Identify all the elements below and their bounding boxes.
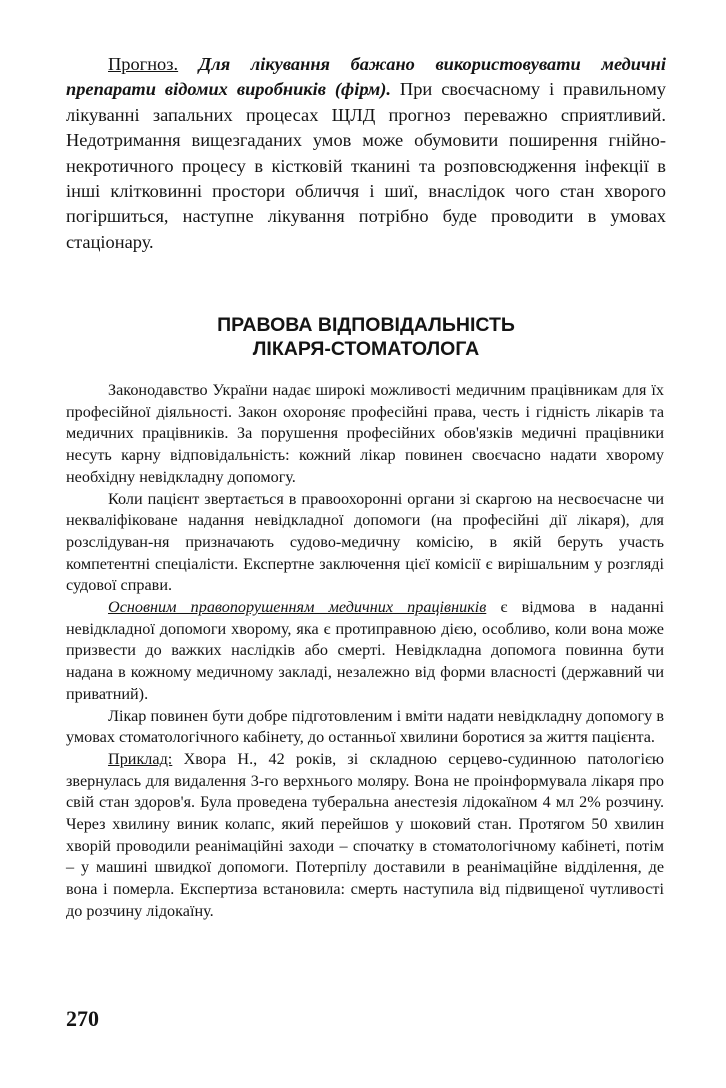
paragraph-2: Коли пацієнт звертається в правоохоронні органи зі скаргою на несвоєчасне чи некваліфіковане надання невідкладної допомоги (на професійні дії лікаря), для розслідуван-ня призначають судово-медичну комісію, в якій беруть участь компетентні спеціалісти. Експертне заключення цієї комісії є вирішальним у розгляді судової справи. <box>66 489 664 595</box>
prognosis-emphasis: Для лікування бажано використовувати медичні препарати відомих виробників (фірм). <box>66 54 666 100</box>
prognosis-text: При своєчасному і правильному лікуванні запальних процесах ЩЛД прогноз переважно сприятливий. Недотримання вищезгаданих умов може обумовити поширення гнійно-некротичного процесу в кістковій тканині та розповсюдження інфекції в інші клітковинні простори обличчя і шиї, внаслідок чого стан хворого погіршиться, наступне лікування потрібно буде проводити в умовах стаціонару. <box>66 79 666 252</box>
prognosis-paragraph <box>66 52 666 255</box>
paragraph-1: Законодавство України надає широкі можливості медичним працівникам для їх професійної діяльності. Закон охороняє професійні права, честь і гідність лікарів та медичних працівників. За порушення професійних обов'язків медичні працівники несуть карну відповідальність: кожний лікар повинен своєчасно надати хворому необхідну невідкладну допомогу. <box>66 381 664 486</box>
paragraph-3 <box>66 597 664 706</box>
paragraph-3-text: є відмова в наданні невідкладної допомоги хворому, яка є протиправною дією, особливо, коли вона може призвести до важких наслідків або смерті. Невідкладна допомога повинна бути надана в кожному медичному закладі, незалежно від форми власності (державний чи приватний). <box>66 598 664 703</box>
prognosis-section <box>66 52 666 255</box>
heading-line-2: ЛІКАРЯ-СТОМАТОЛОГА <box>252 338 480 360</box>
paragraph-5 <box>66 749 664 923</box>
prognosis-label: Прогноз. <box>108 54 179 74</box>
heading-line-1: ПРАВОВА ВІДПОВІДАЛЬНІСТЬ <box>217 314 515 336</box>
main-text <box>66 380 664 923</box>
example-label: Приклад: <box>108 749 173 768</box>
page-number: 270 <box>66 1006 99 1031</box>
section-heading <box>66 313 666 361</box>
example-text: Хвора Н., 42 років, зі складною серцево-судинною патологією звернулась для видалення 3-го верхнього моляру. Вона не проінформувала лікаря про свій стан здоров'я. Була проведена туберальна анестезія лідокаїном 4 мл 2% розчину. Через хвилину виник колапс, який перейшов у шоковий стан. Протягом 50 хвилин хворій проводили реанімаційні заходи – спочатку в стоматологічному кабінеті, потім – у машині швидкої допомоги. Потерпілу доставили в реанімаційне відділення, де вона і померла. Експертиза встановила: смерть наступила від підвищеної чутливості до розчину лідокаїну. <box>66 749 664 920</box>
paragraph-4: Лікар повинен бути добре підготовленим і вміти надати невідкладну допомогу в умовах стоматологічного кабінету, до останньої хвилини боротися за життя пацієнта. <box>66 706 664 747</box>
paragraph-3-emphasis: Основним правопорушенням медичних працівників <box>108 598 487 617</box>
